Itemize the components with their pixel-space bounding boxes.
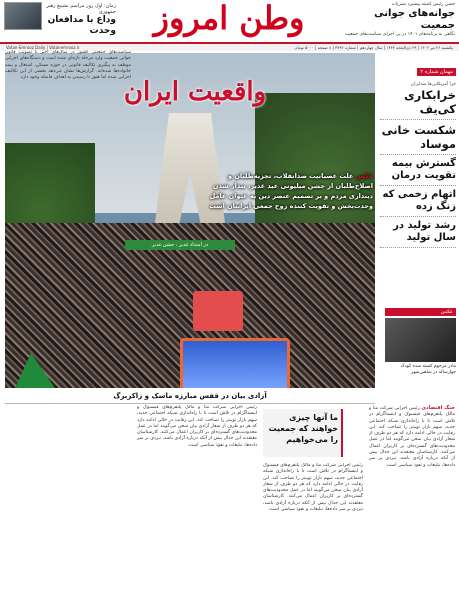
caption-label: عکس [355, 172, 373, 180]
right-teaser-kicker: جشن رئیس کمیته پیشبرد نشریات [391, 2, 455, 7]
sidebar-item[interactable] [380, 79, 456, 120]
left-column [5, 50, 131, 593]
sidebar-headline: رشد تولید در سال تولید [393, 220, 456, 243]
photo-box-tag: عکس [385, 308, 456, 316]
sidebar-tag: مهمان شماره ۲ [417, 68, 456, 76]
hero-caption [193, 171, 373, 211]
article-column [137, 405, 257, 593]
bottom-story-headline[interactable]: آزادی بیان در قفس مبارزه ماسک و زاکربرگ [5, 392, 375, 404]
pull-quote: ما آنها چیزی خواهند که جمعیت را می‌خواهیم [263, 409, 343, 457]
article-subhead: جنگ اقتصادی [421, 405, 455, 411]
sidebar-item[interactable] [380, 120, 456, 155]
caption-text: علت عصبانیت ضدانقلاب، تجزیه‌طلبان و اصلاح‌طلبان از جشن میلیونی عید غدیر، تبدار شدن دینداری مردم و بر تصمیم عنصر دین به عنوان عامل وحدت‌بخش و تقویت کننده روح جمعی ایرانیان است [209, 172, 373, 210]
dateline-text: یکشنبه ۲۶ تیر ۱۴۰۲ | ۲۹ ذی‌الحجه ۱۴۴۴ | سال چهاردهم | شماره ۳۷۹۲ | ۸ صفحه | ۵۰۰۰ تومان [294, 45, 453, 50]
left-column-text: سیاست‌های جمعیتی کشور در سال‌های اخیر با تصویب قانون جوانی جمعیت وارد مرحله تازه‌ای شده است و دستگاه‌های اجرایی موظف به پیگیری تکالیف قانونی در حوزه مسکن، اشتغال و بیمه خانواده‌ها شده‌اند. گزارش‌ها نشان می‌دهد بخشی از این تکالیف اجرایی شده اما هنوز تا رسیدن به اهداف فاصله وجود دارد. [5, 50, 131, 81]
article-text: رئیس اجرایی شرکت متا و مالک پلتفرم‌های فیسبوک و اینستاگرام در تلاش است تا با راه‌اندازی شبکه اجتماعی جدید، سهم بازار توییتر را تصاحب کند. این رقابت در حالی ادامه دارد که هر دو طرف از شعار آزادی بیان سخن می‌گویند اما در عمل محدودیت‌های گسترده‌ای بر کاربران اعمال می‌کنند. کارشناسان معتقدند این جدال بیش از آنکه درباره آزادی باشد، نبردی بر سر داده‌ها، تبلیغات و نفوذ سیاسی است. [137, 405, 257, 448]
photo-box[interactable] [385, 308, 456, 400]
sidebar-headline: خرابکاری کی‌یف [404, 88, 456, 116]
sidebar-headline: گسترش بیمه تقویت درمان [391, 158, 456, 181]
article-text: رئیس اجرایی شرکت متا و مالک پلتفرم‌های فیسبوک و اینستاگرام در تلاش است تا با راه‌اندازی شبکه اجتماعی جدید، سهم بازار توییتر را تصاحب کند. این رقابت در حالی ادامه دارد که هر دو طرف از شعار آزادی بیان سخن می‌گویند اما در عمل محدودیت‌های گسترده‌ای بر کاربران اعمال می‌کنند. کارشناسان معتقدند این جدال بیش از آنکه درباره آزادی باشد، نبردی بر سر داده‌ها، تبلیغات و نفوذ سیاسی است. [369, 406, 455, 468]
sidebar-kicker: چرا آمریکایی‌ها ضدایران [410, 82, 456, 87]
photo-box-image [385, 318, 456, 362]
right-teaser[interactable] [340, 2, 455, 38]
website-url[interactable]: Vatan-Emrooz Daily | Vatanemrooz.ir [6, 45, 80, 50]
newspaper-logo[interactable] [118, 0, 340, 36]
hero-headline[interactable]: واقعیت ایران [123, 77, 267, 107]
article-text: رئیس اجرایی شرکت متا و مالک پلتفرم‌های فیسبوک و اینستاگرام در تلاش است تا با راه‌اندازی شبکه اجتماعی جدید، سهم بازار توییتر را تصاحب کند. این رقابت در حالی ادامه دارد که هر دو طرف از شعار آزادی بیان سخن می‌گویند اما در عمل محدودیت‌های گسترده‌ای بر کاربران اعمال می‌کنند. کارشناسان معتقدند این جدال بیش از آنکه درباره آزادی باشد، نبردی بر سر داده‌ها، تبلیغات و نفوذ سیاسی است. [263, 463, 363, 513]
sidebar-headline: اتهام زخمی که زنگ زده [382, 189, 456, 212]
article-column [369, 405, 455, 593]
sidebar-headlines [380, 58, 456, 298]
inflatable-float [180, 338, 290, 388]
photo-box-text: مادر مرحوم کشته شده کودک چهارساله در شاهین‌شهر [400, 364, 456, 375]
right-teaser-text: نگاهی به برنامه‌های ۱۴۰۱ در پی اجرای سیاست‌های جمعیت [344, 32, 455, 37]
street-banner: در امتداد غدیر ، جشن غدیر [125, 240, 235, 250]
left-teaser-kicker: زمان: اول روز مراسم تشییع رهبر جمهوری [46, 3, 116, 15]
sidebar-item[interactable] [380, 217, 456, 248]
parade-float [193, 291, 243, 331]
sidebar-item[interactable] [380, 186, 456, 217]
masthead [0, 0, 459, 44]
left-teaser-headline: وداع با مدافعان وحدت [47, 15, 116, 36]
sidebar-item[interactable] [380, 155, 456, 186]
article-column [263, 463, 363, 593]
teaser-photo [4, 2, 42, 30]
right-teaser-headline: جوانه‌های جوانی جمعیت [374, 8, 455, 31]
logo-text: وطن امروز [153, 0, 305, 37]
left-teaser[interactable] [44, 3, 116, 37]
sidebar-headline: شکست خانی موساد [381, 123, 456, 151]
